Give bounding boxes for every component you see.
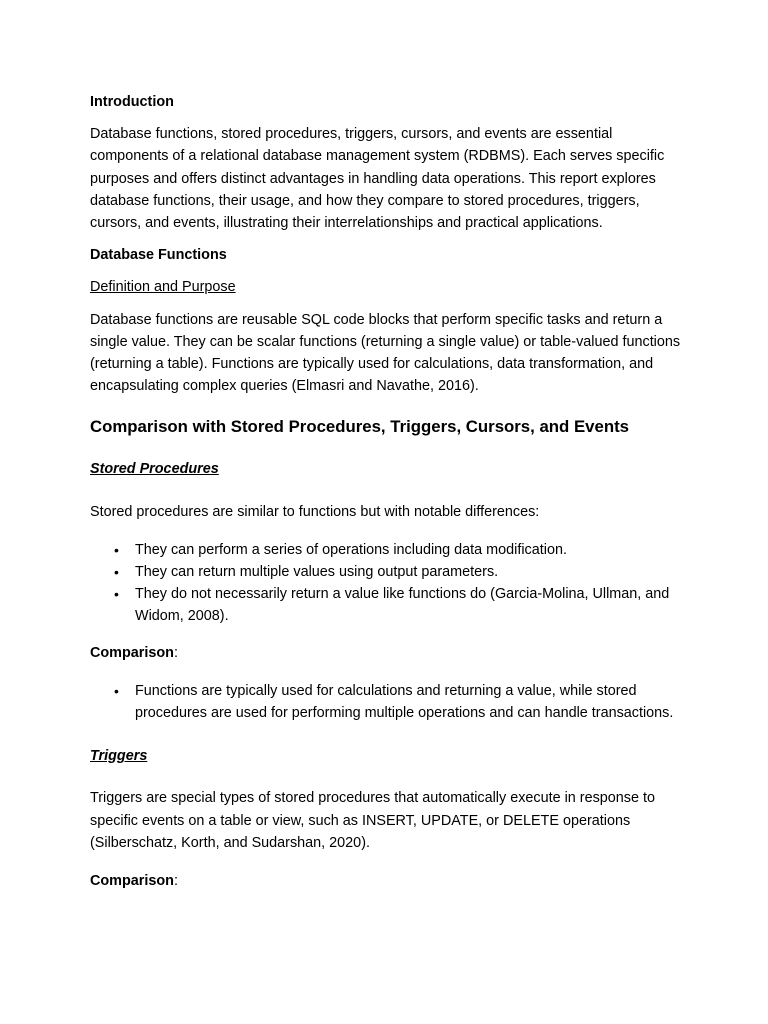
list-item (90, 539, 690, 561)
stored-procedures-heading: Stored Procedures (90, 461, 219, 478)
list-item-text: They do not necessarily return a value like functions do (Garcia-Molina, Ullman, and Widom, 2008). (135, 586, 670, 625)
list-item (90, 561, 690, 583)
stored-procedures-list (90, 539, 690, 628)
document-page (90, 91, 690, 892)
bullet-icon: • (114, 541, 119, 558)
triggers-paragraph: Triggers are special types of stored procedures that automatically execute in response to specific events on a table or view, such as INSERT, UPDATE, or DELETE operations (Silberschatz, Korth, and Sudarshan, 2020). (90, 790, 655, 851)
definition-paragraph: Database functions are reusable SQL code blocks that perform specific tasks and return a single value. They can be scalar functions (returning a single value) or table-valued functions (returning a table). Functions are typically used for calculations, data transformation, and encapsulating complex queries (Elmasri and Navathe, 2016). (90, 311, 681, 395)
comparison-label: Comparison (90, 873, 174, 890)
triggers-heading: Triggers (90, 748, 148, 765)
comparison-label: Comparison (90, 644, 174, 661)
stored-procedures-comparison-label (90, 642, 690, 664)
comparison-colon: : (173, 644, 178, 661)
bullet-icon: • (114, 564, 119, 581)
list-item-text: They can perform a series of operations including data modification. (135, 541, 567, 558)
list-item-text: Functions are typically used for calculations and returning a value, while stored procedures are used for performing multiple operations and can handle transactions. (135, 682, 674, 722)
stored-procedures-comparison-list (90, 680, 690, 724)
comparison-heading: Comparison with Stored Procedures, Triggers, Cursors, and Events (90, 417, 629, 437)
triggers-comparison-label (90, 870, 690, 892)
list-item (90, 583, 690, 627)
definition-subheading: Definition and Purpose (90, 279, 236, 296)
bullet-icon: • (114, 586, 119, 603)
list-item (90, 680, 690, 724)
comparison-colon: : (173, 873, 178, 890)
intro-paragraph: Database functions, stored procedures, triggers, cursors, and events are essential components of a relational database management system (RDBMS). Each serves specific purposes and offers distinct advantages in handling data operations. This report explores database functions, their usage, and how they compare to stored procedures, triggers, cursors, and events, illustrating their interrelationships and practical applications. (90, 126, 665, 232)
list-item-text: They can return multiple values using output parameters. (135, 564, 499, 581)
stored-procedures-intro: Stored procedures are similar to functions but with notable differences: (90, 503, 540, 520)
db-functions-heading: Database Functions (90, 247, 227, 264)
bullet-icon: • (114, 682, 119, 699)
intro-heading: Introduction (90, 94, 174, 110)
